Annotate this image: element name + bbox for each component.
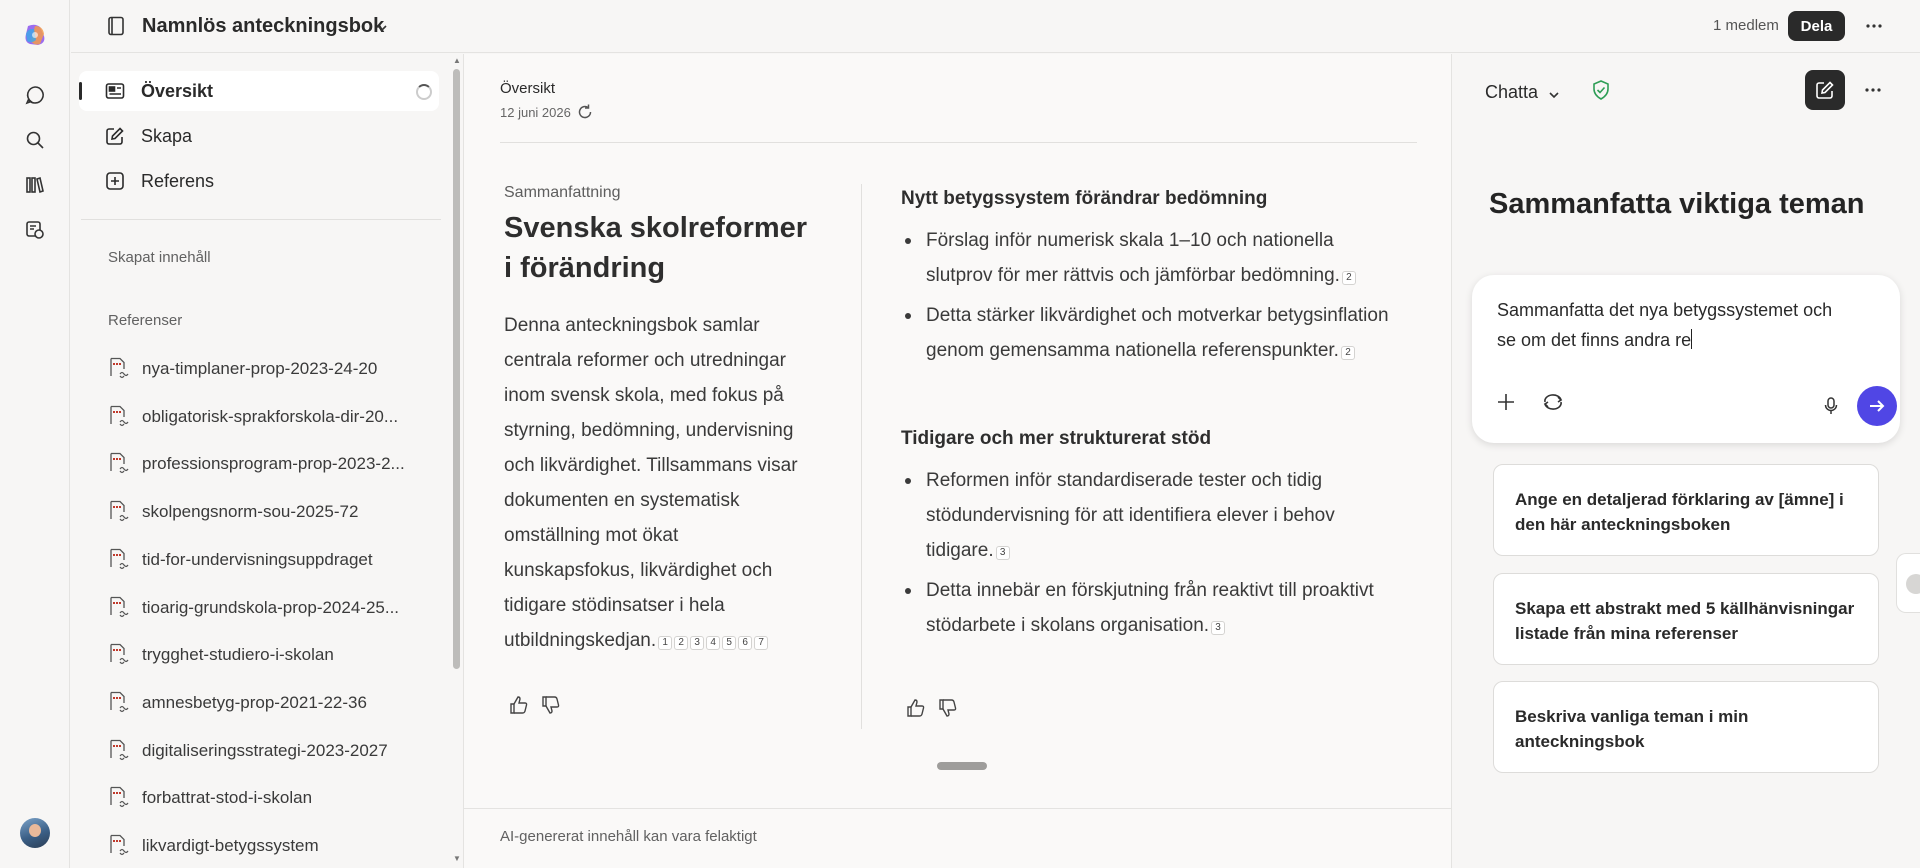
more-options-icon[interactable]: [1863, 82, 1883, 103]
citation-badge[interactable]: 3: [1211, 621, 1225, 635]
microphone-icon[interactable]: [1823, 396, 1839, 421]
overview-pane: [463, 54, 1452, 868]
created-content-heading: Skapat innehåll: [108, 249, 211, 266]
summary-title: Svenska skolreformer i förändring: [504, 212, 808, 284]
edit-icon: [105, 126, 125, 151]
reference-item[interactable]: [108, 688, 428, 718]
chat-heading: Sammanfatta viktiga teman: [1489, 188, 1865, 220]
reference-item[interactable]: [108, 497, 428, 527]
breadcrumb: Översikt: [500, 80, 556, 97]
nav-item-label: Skapa: [141, 125, 193, 146]
chevron-down-icon[interactable]: [1548, 87, 1560, 105]
reference-label: tid-for-undervisningsuppdraget: [142, 549, 373, 569]
reference-label: tioarig-grundskola-prop-2024-25...: [142, 597, 400, 617]
overview-icon: [105, 81, 125, 106]
section-heading-support: Tidigare och mer strukturerat stöd: [901, 428, 1212, 449]
new-chat-button[interactable]: [1805, 70, 1845, 110]
user-avatar[interactable]: [20, 818, 50, 848]
summary-text: Denna anteckningsbok samlar centrala reformer och utredningar inom svensk skola, med fokus på styrning, bedömning, undervisning och likvärdighet. Tillsammans visar dokumenten en systematisk omställning mot ökat kunskapsfokus, likvärdighet och tidigare stödinsatser i hela utbildningskedjan.: [504, 315, 798, 651]
pdf-link-icon: [108, 405, 130, 434]
reference-label: professionsprogram-prop-2023-2...: [142, 454, 405, 474]
summary-feedback: [508, 694, 562, 721]
pdf-link-icon: [108, 834, 130, 863]
reference-item[interactable]: [108, 449, 428, 479]
pdf-link-icon: [108, 452, 130, 481]
pdf-link-icon: [108, 786, 130, 815]
reference-label: nya-timplaner-prop-2023-24-20: [142, 359, 378, 378]
reference-item[interactable]: [108, 831, 428, 861]
notebooks-icon[interactable]: [20, 215, 50, 245]
citation-badge[interactable]: 3: [690, 636, 704, 650]
suggestion-card[interactable]: [1493, 681, 1879, 773]
summary-eyebrow: Sammanfattning: [504, 184, 621, 201]
pdf-link-icon: [108, 357, 130, 386]
summary-body: [504, 308, 814, 658]
chat-mode-selector[interactable]: Chatta: [1485, 82, 1539, 102]
citation-badge[interactable]: 2: [1342, 271, 1356, 285]
refresh-icon[interactable]: [576, 103, 594, 126]
pdf-link-icon: [108, 739, 130, 768]
pdf-link-icon: [108, 643, 130, 672]
nav-scrollbar[interactable]: [453, 69, 460, 669]
citation-badge[interactable]: 2: [1341, 346, 1355, 360]
bullet-text: Detta stärker likvärdighet och motverkar betygsinflation genom gemensamma nationella referenspunkter.: [926, 305, 1389, 361]
reference-item[interactable]: [108, 354, 428, 384]
suggestion-card[interactable]: [1493, 464, 1879, 556]
notebook-nav: [71, 54, 463, 868]
themes-feedback: [905, 697, 959, 724]
pdf-link-icon: [108, 500, 130, 529]
notebook-title[interactable]: Namnlös anteckningsbok: [142, 15, 385, 37]
send-button[interactable]: [1857, 386, 1897, 426]
share-button[interactable]: Dela: [1788, 11, 1845, 41]
chat-input-text: Sammanfatta det nya betygssystemet och se om det finns andra re: [1497, 300, 1833, 350]
app-rail: [0, 0, 70, 868]
nav-item-label: Referens: [141, 170, 215, 191]
side-panel-handle[interactable]: [1896, 553, 1920, 613]
reference-item[interactable]: [108, 783, 428, 813]
top-bar: [71, 0, 1920, 53]
more-options-icon[interactable]: [1864, 14, 1884, 43]
search-icon[interactable]: [20, 125, 50, 155]
arrow-right-icon: [1867, 396, 1887, 416]
citation-badge[interactable]: 1: [658, 636, 672, 650]
citation-badge[interactable]: 3: [996, 546, 1010, 560]
add-attachment-icon[interactable]: [1495, 391, 1517, 418]
suggestion-text: Beskriva vanliga teman i min anteckningsbok: [1515, 707, 1749, 751]
suggestion-text: Ange en detaljerad förklaring av [ämne] i den här anteckningsboken: [1515, 490, 1844, 534]
themes-card: [901, 188, 1411, 636]
citation-badge[interactable]: 6: [738, 636, 752, 650]
reference-label: digitaliseringsstrategi-2023-2027: [142, 740, 388, 760]
divider: [81, 219, 441, 220]
bullet-text: Reformen inför standardiserade tester och tidig stödundervisning för att identifiera elever i behov tidigare.: [926, 470, 1335, 561]
citation-badge[interactable]: 4: [706, 636, 720, 650]
thumbs-up-icon[interactable]: [905, 697, 927, 724]
citation-badge[interactable]: 7: [754, 636, 768, 650]
reference-label: skolpengsnorm-sou-2025-72: [142, 502, 359, 522]
pdf-link-icon: [108, 691, 130, 720]
chevron-down-icon[interactable]: [376, 20, 388, 38]
pdf-link-icon: [108, 548, 130, 577]
column-divider: [861, 184, 862, 729]
reference-item[interactable]: [108, 402, 428, 432]
drag-handle[interactable]: [937, 762, 987, 770]
references-heading: Referenser: [108, 312, 183, 329]
citation-badge[interactable]: 2: [674, 636, 688, 650]
scroll-down-arrow[interactable]: ▼: [453, 854, 461, 863]
notebook-icon: [107, 16, 125, 41]
ai-disclaimer: [464, 808, 1453, 868]
reference-label: likvardigt-betygssystem: [142, 836, 319, 855]
nav-item-overview[interactable]: [79, 71, 439, 111]
overview-date: 12 juni 2026: [500, 105, 571, 120]
chat-panel: [1452, 54, 1920, 868]
reference-label: obligatorisk-sprakforskola-dir-20...: [142, 406, 399, 426]
pdf-link-icon: [108, 596, 130, 625]
sync-sources-icon[interactable]: [1541, 391, 1565, 418]
nav-item-label: Översikt: [141, 80, 214, 101]
suggestion-text: Skapa ett abstrakt med 5 källhänvisningar listade från mina referenser: [1515, 599, 1855, 643]
library-icon[interactable]: [20, 170, 50, 200]
nav-item-create[interactable]: [79, 116, 439, 156]
thumbs-down-icon[interactable]: [540, 694, 562, 721]
nav-item-reference[interactable]: [79, 161, 439, 201]
scroll-up-arrow[interactable]: ▲: [453, 56, 461, 65]
reference-label: trygghet-studiero-i-skolan: [142, 645, 334, 665]
list-item: [926, 573, 1396, 643]
section-heading-grading: Nytt betygssystem förändrar bedömning: [901, 188, 1268, 209]
chat-composer[interactable]: [1472, 275, 1900, 443]
disclaimer-text: AI-genererat innehåll kan vara felaktigt: [500, 828, 757, 845]
chat-input[interactable]: [1497, 295, 1837, 355]
suggestion-card[interactable]: [1493, 573, 1879, 665]
reference-label: forbattrat-stod-i-skolan: [142, 788, 313, 808]
reference-item[interactable]: [108, 545, 428, 575]
member-count[interactable]: 1 medlem: [1713, 17, 1779, 34]
reference-item[interactable]: [108, 640, 428, 670]
shield-check-icon[interactable]: [1590, 79, 1612, 106]
add-box-icon: [105, 171, 125, 196]
bullet-text: Förslag inför numerisk skala 1–10 och nationella slutprov för mer rättvis och jämförbar bedömning.: [926, 230, 1340, 286]
thumbs-down-icon[interactable]: [937, 697, 959, 724]
summary-card: [504, 184, 814, 658]
chat-icon[interactable]: [20, 80, 50, 110]
list-item: [926, 223, 1396, 293]
new-chat-icon: [1815, 80, 1835, 100]
reference-item[interactable]: [108, 736, 428, 766]
list-item: [926, 463, 1396, 568]
divider: [500, 142, 1417, 143]
citation-badge[interactable]: 5: [722, 636, 736, 650]
bullet-text: Detta innebär en förskjutning från reaktivt till proaktivt stödarbete i skolans organisation.: [926, 580, 1374, 636]
list-item: [926, 298, 1396, 368]
reference-label: amnesbetyg-prop-2021-22-36: [142, 692, 367, 712]
loading-spinner-icon: [416, 84, 432, 100]
thumbs-up-icon[interactable]: [508, 694, 530, 721]
reference-item[interactable]: [108, 593, 428, 623]
copilot-logo-icon[interactable]: [20, 20, 50, 50]
text-caret: [1691, 329, 1692, 349]
